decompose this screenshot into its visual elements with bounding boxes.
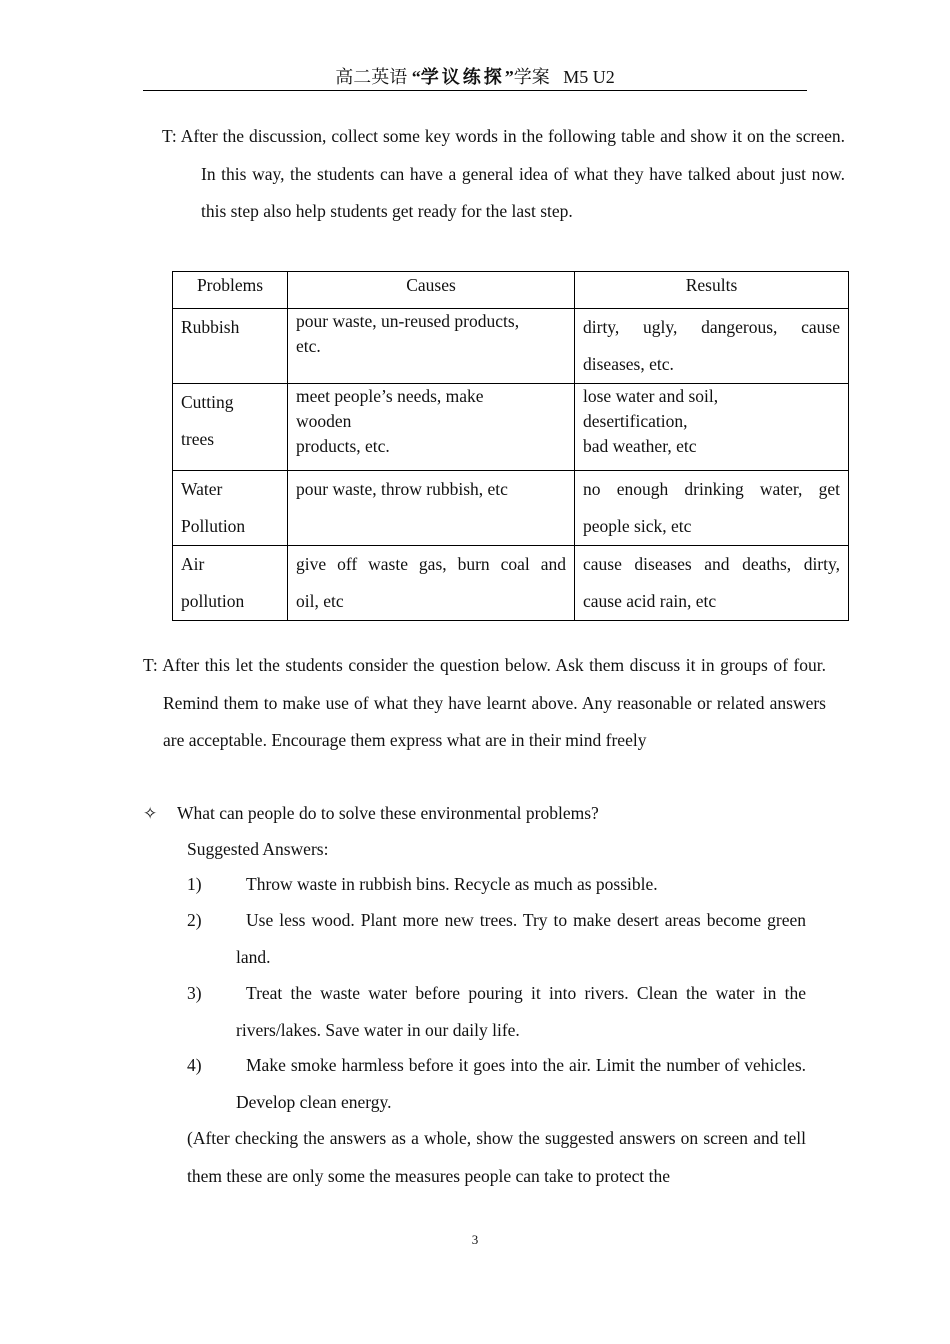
diamond-bullet-icon: ✧ bbox=[143, 804, 158, 824]
causes-cell bbox=[288, 384, 575, 471]
answer-text: Treat the waste water before pouring it into rivers. Clean the water in the rivers/lakes. Save water in our daily life. bbox=[236, 983, 806, 1040]
causes-text: give off waste gas, burn coal and bbox=[296, 554, 566, 574]
problem-cell bbox=[173, 546, 288, 621]
header-open-quote: “ bbox=[411, 67, 421, 87]
results-text: people sick, etc bbox=[583, 516, 692, 536]
problem-text: Water bbox=[181, 479, 223, 499]
answer-number: 3) bbox=[187, 983, 202, 1003]
results-cell bbox=[575, 309, 849, 384]
closing-note: (After checking the answers as a whole, show the suggested answers on screen and tell them these are only some the measures people can take to protect the bbox=[187, 1128, 806, 1186]
problem-text: Rubbish bbox=[181, 317, 240, 337]
problem-cell bbox=[173, 471, 288, 546]
results-text: no enough drinking water, get bbox=[583, 479, 840, 499]
answer-text: Make smoke harmless before it goes into the air. Limit the number of vehicles. Develop clean energy. bbox=[236, 1055, 806, 1112]
table-row bbox=[173, 471, 849, 546]
results-text: cause diseases and deaths, dirty, bbox=[583, 554, 840, 574]
page-number: 3 bbox=[471, 1232, 479, 1247]
results-text: lose water and soil, bbox=[583, 386, 719, 406]
answer-item bbox=[187, 866, 806, 903]
results-cell bbox=[575, 384, 849, 471]
problem-cell bbox=[173, 384, 288, 471]
header-unit: M5 U2 bbox=[563, 67, 615, 87]
header-rule bbox=[143, 90, 807, 91]
suggested-answers-label: Suggested Answers: bbox=[187, 839, 329, 859]
question-line bbox=[143, 796, 599, 831]
header-title: 学议练探 bbox=[420, 67, 505, 87]
header-problems: Problems bbox=[173, 272, 288, 309]
header-close-quote: ” bbox=[504, 67, 514, 87]
page-header bbox=[143, 66, 807, 88]
results-text: cause acid rain, etc bbox=[583, 591, 717, 611]
header-results: Results bbox=[575, 272, 849, 309]
causes-cell bbox=[288, 309, 575, 384]
problem-cell bbox=[173, 309, 288, 384]
table-header-row bbox=[173, 272, 849, 309]
environment-table bbox=[172, 271, 849, 621]
causes-cell bbox=[288, 546, 575, 621]
problem-text: Air bbox=[181, 554, 205, 574]
answer-item bbox=[187, 1047, 806, 1121]
paragraph-discussion: T: After the discussion, collect some key words in the following table and show it on the screen. In this way, the students can have a general idea of what they have talked about just now. this step also help students get ready for the last step. bbox=[162, 126, 845, 221]
problem-text: Cutting bbox=[181, 392, 234, 412]
answer-text: Throw waste in rubbish bins. Recycle as much as possible. bbox=[246, 874, 658, 894]
answer-number: 4) bbox=[187, 1055, 202, 1075]
causes-cell bbox=[288, 471, 575, 546]
problem-text: Pollution bbox=[181, 516, 246, 536]
header-suffix: 学案 bbox=[513, 67, 550, 87]
causes-text: wooden bbox=[296, 411, 352, 431]
problem-text: trees bbox=[181, 429, 215, 449]
answer-item bbox=[187, 902, 806, 976]
problem-text: pollution bbox=[181, 591, 245, 611]
results-text: diseases, etc. bbox=[583, 354, 674, 374]
header-causes: Causes bbox=[288, 272, 575, 309]
causes-text: meet people’s needs, make bbox=[296, 386, 484, 406]
causes-text: products, etc. bbox=[296, 436, 390, 456]
answer-text: Use less wood. Plant more new trees. Try to make desert areas become green land. bbox=[236, 910, 806, 967]
paragraph-instructions: T: After this let the students consider the question below. Ask them discuss it in groups of four. Remind them to make use of what they have learnt above. Any reasonable or related answers are acceptable. Encourage them express what are in their mind freely bbox=[143, 655, 826, 750]
answer-item bbox=[187, 975, 806, 1049]
results-text: dirty, ugly, dangerous, cause bbox=[583, 317, 840, 337]
results-cell bbox=[575, 546, 849, 621]
causes-text: pour waste, throw rubbish, etc bbox=[296, 479, 508, 499]
causes-text: oil, etc bbox=[296, 591, 344, 611]
table-row bbox=[173, 309, 849, 384]
results-text: bad weather, etc bbox=[583, 436, 697, 456]
question-text: What can people do to solve these environmental problems? bbox=[177, 803, 599, 823]
header-course: 高二英语 bbox=[335, 67, 408, 87]
causes-text: etc. bbox=[296, 336, 321, 356]
table-row bbox=[173, 384, 849, 471]
answer-number: 2) bbox=[187, 910, 202, 930]
results-cell bbox=[575, 471, 849, 546]
answer-number: 1) bbox=[187, 874, 202, 894]
table-row bbox=[173, 546, 849, 621]
results-text: desertification, bbox=[583, 411, 688, 431]
causes-text: pour waste, un-reused products, bbox=[296, 311, 520, 331]
